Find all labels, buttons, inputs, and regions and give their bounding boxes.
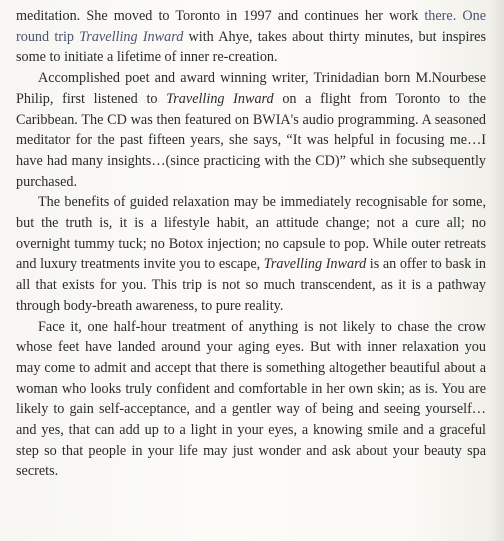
- page-edge-shadow: [490, 0, 504, 541]
- p1-run-4: with Ahye, takes about thirty minutes, but inspires some to initiate a lifetime of inner re-creation.: [16, 28, 486, 66]
- p1-run-2: there. One round trip: [16, 8, 486, 45]
- p2-run-1: Accomplished poet and award winning writer, Trinidadian born M.Nourbese Philip, first listened to: [16, 70, 486, 107]
- article-body: [16, 6, 486, 482]
- p3-run-1: The benefits of guided relaxation may be immediately recognisable for some, but the truth is, it is a lifestyle habit, an attitude change; not a cure all; no overnight tummy tuck; no Botox injection; no capsule to pop. While outer retreats and luxury treatments invite you to escape,: [16, 194, 486, 273]
- paragraph-4: [16, 317, 486, 483]
- p4-run-1: Face it, one half-hour treatment of anything is not likely to chase the crow whose feet have landed around your aging eyes. But with inner relaxation you may come to admit and accept that there is something altogether beautiful about a woman who looks truly confident and comfortable in her own skin; as is. You are likely to gain self-acceptance, and a gentler way of being and seeing yourself…and yes, that can add up to a light in your eyes, a knowing smile and a graceful step so that people in your life may just wonder and ask about your beauty spa secrets.: [16, 318, 486, 480]
- p1-run-1: meditation. She moved to Toronto in 1997 and continues her work: [16, 8, 425, 24]
- p2-run-2-title: Travelling Inward: [166, 90, 274, 107]
- p3-run-3: is an offer to bask in all that exists for you. This trip is not so much transcendent, as it is a pathway through body-breath awareness, to pure reality.: [16, 256, 486, 314]
- p1-run-3-title: Travelling Inward: [79, 28, 184, 45]
- p2-run-3: on a flight from Toronto to the Caribbean. The CD was then featured on BWIA's audio programming. A seasoned meditator for the past fifteen years, she says, “It was helpful in focusing me…I have had many insights…(since practicing with the CD)” which she subsequently purchased.: [16, 90, 486, 190]
- paragraph-2: [16, 68, 486, 192]
- paragraph-1: [16, 6, 486, 68]
- p3-run-2-title: Travelling Inward: [263, 256, 367, 273]
- paragraph-3: [16, 192, 486, 316]
